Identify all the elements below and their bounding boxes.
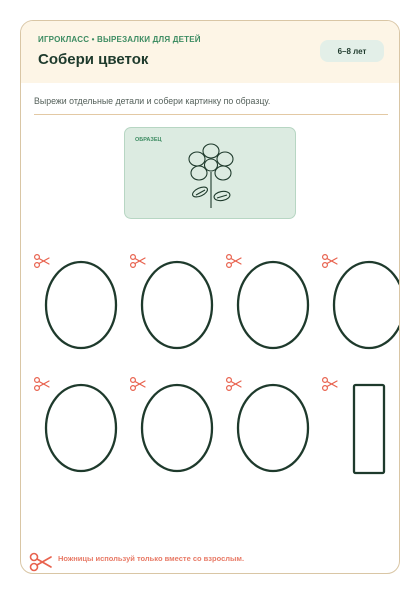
cut-oval-part — [46, 262, 116, 348]
scissors-icon — [227, 255, 241, 268]
cut-rectangle-part — [354, 385, 384, 473]
scissors-icon — [323, 378, 337, 391]
safety-warning: Ножницы используй только вместе со взрослым. — [58, 554, 245, 563]
cut-oval-part — [238, 262, 308, 348]
cut-oval-part — [142, 262, 212, 348]
instruction-text: Вырежи отдельные детали и собери картинку по образцу. — [34, 96, 271, 106]
scissors-icon — [131, 378, 145, 391]
sample-label: ОБРАЗЕЦ — [135, 137, 162, 143]
scissors-icon — [35, 255, 49, 268]
page-title: Собери цветок — [38, 51, 149, 68]
scissors-icon — [227, 378, 241, 391]
cut-oval-part — [142, 385, 212, 471]
scissors-icon — [35, 378, 49, 391]
worksheet — [20, 20, 400, 574]
cut-parts — [21, 21, 400, 574]
scissors-icon — [323, 255, 337, 268]
cut-oval-part — [238, 385, 308, 471]
cut-oval-part — [46, 385, 116, 471]
cut-oval-part — [334, 262, 400, 348]
scissors-icon — [29, 550, 53, 574]
scissors-icon — [131, 255, 145, 268]
age-badge: 6–8 лет — [320, 40, 384, 62]
series-label: ИГРОКЛАСС • ВЫРЕЗАЛКИ ДЛЯ ДЕТЕЙ — [38, 35, 201, 44]
